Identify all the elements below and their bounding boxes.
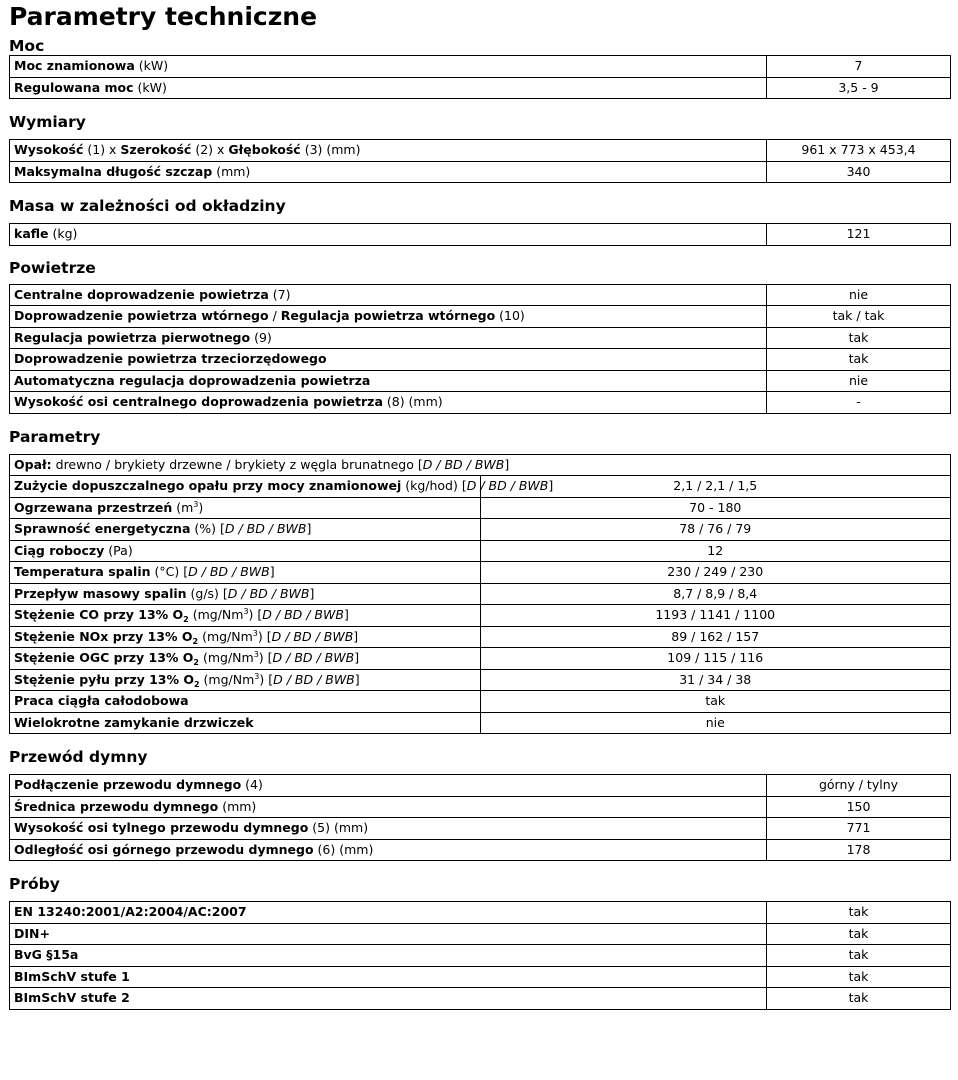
table-row: [10, 349, 951, 371]
parameter-value: 230 / 249 / 230: [480, 562, 951, 584]
parameter-value: nie: [767, 370, 951, 392]
spec-table: [9, 454, 951, 735]
table-row: [10, 327, 951, 349]
table-row: [10, 540, 951, 562]
table-row: [10, 945, 951, 967]
parameter-value: 178: [767, 839, 951, 861]
parameter-label: Sprawność energetyczna (%) [D / BD / BWB]: [10, 519, 481, 541]
table-row: [10, 605, 951, 627]
parameter-value: 109 / 115 / 116: [480, 648, 951, 670]
spec-document: [9, 0, 951, 1010]
parameter-value: tak: [767, 966, 951, 988]
spec-table: [9, 774, 951, 861]
parameter-label: Przepływ masowy spalin (g/s) [D / BD / BWB]: [10, 583, 481, 605]
parameter-label: BvG §15a: [10, 945, 767, 967]
table-row: [10, 583, 951, 605]
parameter-label: Doprowadzenie powietrza wtórnego / Regulacja powietrza wtórnego (10): [10, 306, 767, 328]
parameter-label: Centralne doprowadzenie powietrza (7): [10, 284, 767, 306]
parameter-value: tak: [767, 945, 951, 967]
parameter-label: Odległość osi górnego przewodu dymnego (6) (mm): [10, 839, 767, 861]
page-title: Parametry techniczne: [9, 2, 318, 31]
table-row: [10, 56, 951, 78]
table-row: [10, 648, 951, 670]
parameter-label: Stężenie OGC przy 13% $O_2$ (mg/Nm$^3$) [D / BD / BWB]: [10, 648, 481, 670]
parameter-label: Wysokość osi tylnego przewodu dymnego (5) (mm): [10, 818, 767, 840]
parameter-label: Podłączenie przewodu dymnego (4): [10, 775, 767, 797]
table-row: [10, 454, 951, 476]
table-row: [10, 796, 951, 818]
table-row: [10, 370, 951, 392]
section-heading: Moc: [9, 36, 45, 55]
table-row: [10, 284, 951, 306]
parameter-value: 961 x 773 x 453,4: [767, 140, 951, 162]
spec-table: [9, 284, 951, 414]
section-heading: Próby: [9, 875, 60, 893]
parameter-label: Średnica przewodu dymnego (mm): [10, 796, 767, 818]
parameter-label: kafle (kg): [10, 224, 767, 246]
parameter-label: Stężenie NOx przy 13% $O_2$ (mg/Nm$^3$) [D / BD / BWB]: [10, 626, 481, 648]
parameter-value: tak: [767, 988, 951, 1010]
table-row: [10, 712, 951, 734]
section: [9, 246, 951, 414]
parameter-label: Regulowana moc (kW): [10, 77, 767, 99]
section-heading: Przewód dymny: [9, 748, 148, 766]
parameter-value: 70 - 180: [480, 497, 951, 519]
parameter-value: 340: [767, 161, 951, 183]
table-row: [10, 519, 951, 541]
parameter-label: Stężenie CO przy 13% $O_2$ (mg/Nm$^3$) [D / BD / BWB]: [10, 605, 481, 627]
parameter-label: Wysokość (1) x Szerokość (2) x Głębokość (3) (mm): [10, 140, 767, 162]
spec-table: [9, 901, 951, 1010]
parameter-label: Praca ciągła całodobowa: [10, 691, 481, 713]
parameter-value: nie: [767, 284, 951, 306]
section: [9, 861, 951, 1010]
table-row: [10, 775, 951, 797]
parameter-label: DIN+: [10, 923, 767, 945]
parameter-label: Automatyczna regulacja doprowadzenia powietrza: [10, 370, 767, 392]
parameter-label: Maksymalna długość szczap (mm): [10, 161, 767, 183]
parameter-label: Wielokrotne zamykanie drzwiczek: [10, 712, 481, 734]
parameter-label: Moc znamionowa (kW): [10, 56, 767, 78]
table-row: [10, 988, 951, 1010]
table-row: [10, 497, 951, 519]
section: [9, 99, 951, 183]
spec-sections: [9, 36, 951, 1010]
section: [9, 414, 951, 735]
table-row: [10, 562, 951, 584]
parameter-value: nie: [480, 712, 951, 734]
table-row: [10, 902, 951, 924]
parameter-value: 771: [767, 818, 951, 840]
parameter-label: BImSchV stufe 2: [10, 988, 767, 1010]
parameter-label: Ogrzewana przestrzeń $(m^3)$: [10, 497, 481, 519]
parameter-value: 8,7 / 8,9 / 8,4: [480, 583, 951, 605]
parameter-value: tak: [480, 691, 951, 713]
table-row: [10, 140, 951, 162]
parameter-value: tak: [767, 349, 951, 371]
parameter-label: Zużycie dopuszczalnego opału przy mocy znamionowej (kg/hod) [D / BD / BWB]: [10, 476, 481, 498]
table-row: [10, 923, 951, 945]
parameter-value: tak: [767, 923, 951, 945]
parameter-label: Doprowadzenie powietrza trzeciorzędowego: [10, 349, 767, 371]
spec-table: [9, 223, 951, 246]
parameter-value: 31 / 34 / 38: [480, 669, 951, 691]
parameter-label: Opał: drewno / brykiety drzewne / brykiety z węgla brunatnego [D / BD / BWB]: [10, 454, 951, 476]
parameter-value: 1193 / 1141 / 1100: [480, 605, 951, 627]
section: [9, 183, 951, 246]
parameter-value: 3,5 - 9: [767, 77, 951, 99]
table-row: [10, 392, 951, 414]
table-row: [10, 818, 951, 840]
table-row: [10, 691, 951, 713]
section: [9, 36, 951, 99]
parameter-value: 2,1 / 2,1 / 1,5: [480, 476, 951, 498]
parameter-label: Stężenie pyłu przy 13% $O_2$ (mg/Nm$^3$) [D / BD / BWB]: [10, 669, 481, 691]
section-heading: Powietrze: [9, 258, 96, 277]
table-row: [10, 839, 951, 861]
parameter-value: 121: [767, 224, 951, 246]
table-row: [10, 476, 951, 498]
parameter-value: -: [767, 392, 951, 414]
parameter-label: Wysokość osi centralnego doprowadzenia powietrza (8) (mm): [10, 392, 767, 414]
parameter-value: 12: [480, 540, 951, 562]
section: [9, 734, 951, 861]
section-heading: Parametry: [9, 427, 101, 446]
table-row: [10, 224, 951, 246]
parameter-value: tak: [767, 327, 951, 349]
section-heading: Masa w zależności od okładziny: [9, 197, 286, 215]
parameter-label: Temperatura spalin (°C) [D / BD / BWB]: [10, 562, 481, 584]
spec-table: [9, 139, 951, 183]
parameter-value: tak: [767, 902, 951, 924]
parameter-value: 7: [767, 56, 951, 78]
table-row: [10, 669, 951, 691]
parameter-label: Ciąg roboczy (Pa): [10, 540, 481, 562]
table-row: [10, 161, 951, 183]
table-row: [10, 306, 951, 328]
parameter-value: 89 / 162 / 157: [480, 626, 951, 648]
parameter-label: EN 13240:2001/A2:2004/AC:2007: [10, 902, 767, 924]
parameter-value: 150: [767, 796, 951, 818]
parameter-label: BImSchV stufe 1: [10, 966, 767, 988]
table-row: [10, 626, 951, 648]
parameter-value: górny / tylny: [767, 775, 951, 797]
parameter-label: Regulacja powietrza pierwotnego (9): [10, 327, 767, 349]
table-row: [10, 966, 951, 988]
table-row: [10, 77, 951, 99]
parameter-value: tak / tak: [767, 306, 951, 328]
parameter-value: 78 / 76 / 79: [480, 519, 951, 541]
spec-table: [9, 55, 951, 99]
section-heading: Wymiary: [9, 113, 86, 131]
